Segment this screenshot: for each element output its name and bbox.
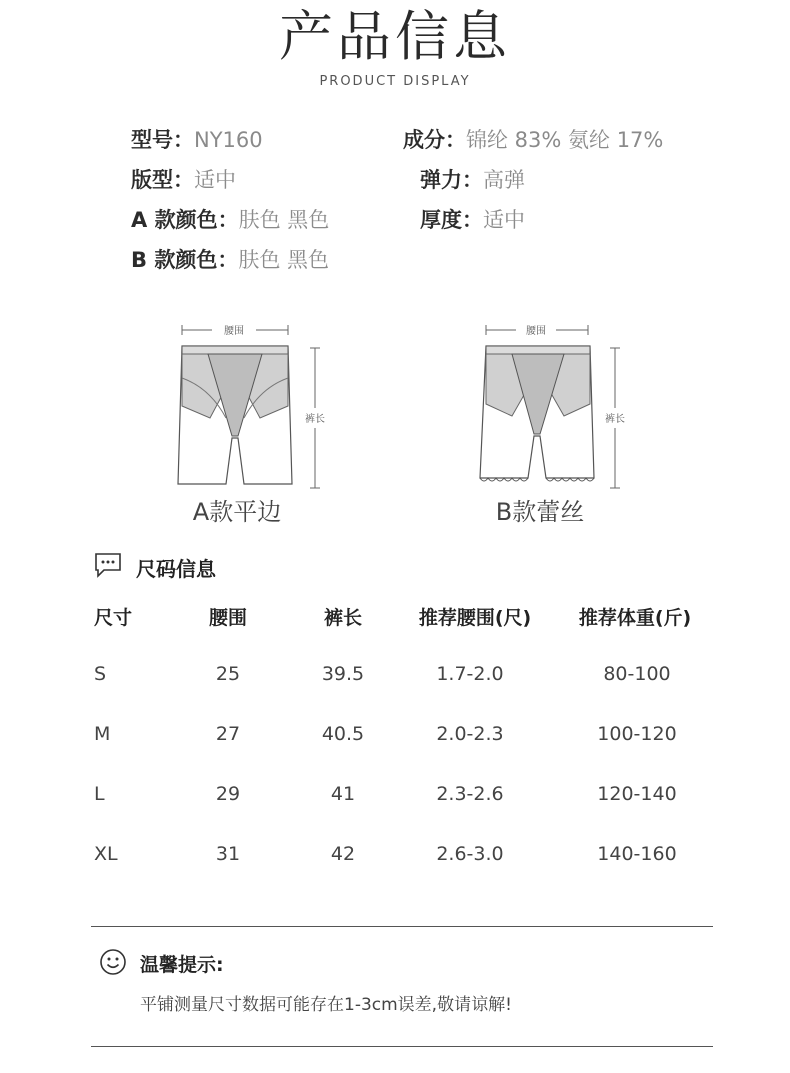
spec-model <box>131 126 263 154</box>
spec-b-color-value: 肤色 黑色 <box>238 248 330 272</box>
table-cell-length: 41 <box>330 783 356 805</box>
spec-a-color-label: A 款颜色： <box>131 208 239 232</box>
waist-label-a: 腰围 <box>224 326 244 337</box>
table-cell-waist: 25 <box>215 663 241 685</box>
page-title: 产品信息 <box>279 5 511 68</box>
table-cell-length: 40.5 <box>321 723 365 745</box>
table-cell-waist: 29 <box>215 783 241 805</box>
table-cell-rec-weight: 80-100 <box>603 663 671 685</box>
spec-fit <box>131 166 236 194</box>
size-section-title: 尺码信息 <box>136 557 216 581</box>
table-cell-size: S <box>94 663 107 685</box>
spec-composition <box>403 126 663 154</box>
shorts-b-diagram <box>470 318 640 494</box>
table-cell-length: 39.5 <box>321 663 365 685</box>
table-header-rec-weight: 推荐体重(斤) <box>578 607 692 629</box>
table-cell-waist: 31 <box>215 843 241 865</box>
divider-top <box>91 926 713 927</box>
table-header-waist: 腰围 <box>208 607 247 629</box>
length-label-a: 裤长 <box>305 414 325 425</box>
notice-title: 温馨提示: <box>140 954 224 976</box>
table-cell-rec-waist: 2.3-2.6 <box>436 783 504 805</box>
length-label-b: 裤长 <box>605 414 625 425</box>
spec-thickness-value: 适中 <box>483 208 525 232</box>
spec-model-value: NY160 <box>194 128 263 152</box>
spec-model-label: 型号： <box>131 128 194 152</box>
spec-elasticity-label: 弹力： <box>420 168 483 192</box>
table-cell-rec-waist: 1.7-2.0 <box>436 663 504 685</box>
spec-b-color <box>131 246 329 274</box>
spec-thickness <box>420 206 525 234</box>
spec-elasticity <box>420 166 525 194</box>
spec-b-color-label: B 款颜色： <box>131 248 239 272</box>
table-header-size: 尺寸 <box>94 607 133 629</box>
spec-fit-label: 版型： <box>131 168 194 192</box>
table-cell-rec-weight: 120-140 <box>597 783 677 805</box>
notice-text: 平铺测量尺寸数据可能存在1-3cm误差,敬请谅解! <box>140 995 512 1015</box>
spec-composition-value: 锦纶 83% 氨纶 17% <box>466 128 664 152</box>
spec-fit-value: 适中 <box>194 168 236 192</box>
chat-bubble-icon <box>94 552 122 578</box>
shorts-a-diagram <box>170 318 340 494</box>
diagram-a-caption: A款平边 <box>192 498 282 526</box>
divider-bottom <box>91 1046 713 1047</box>
table-cell-waist: 27 <box>215 723 241 745</box>
table-cell-size: XL <box>94 843 118 865</box>
spec-elasticity-value: 高弹 <box>483 168 525 192</box>
table-cell-rec-waist: 2.0-2.3 <box>436 723 504 745</box>
spec-a-color-value: 肤色 黑色 <box>238 208 330 232</box>
table-cell-rec-waist: 2.6-3.0 <box>436 843 504 865</box>
spec-thickness-label: 厚度： <box>420 208 483 232</box>
table-header-rec-waist: 推荐腰围(尺) <box>418 607 532 629</box>
spec-composition-label: 成分： <box>403 128 466 152</box>
waist-label-b: 腰围 <box>526 326 546 337</box>
table-cell-length: 42 <box>330 843 356 865</box>
table-cell-size: L <box>94 783 105 805</box>
smiley-icon <box>99 948 127 976</box>
diagram-b-caption: B款蕾丝 <box>495 498 585 526</box>
page-subtitle: PRODUCT DISPLAY <box>319 74 471 89</box>
spec-a-color <box>131 206 329 234</box>
table-cell-rec-weight: 100-120 <box>597 723 677 745</box>
table-header-length: 裤长 <box>323 607 362 629</box>
table-cell-size: M <box>94 723 111 745</box>
table-cell-rec-weight: 140-160 <box>597 843 677 865</box>
